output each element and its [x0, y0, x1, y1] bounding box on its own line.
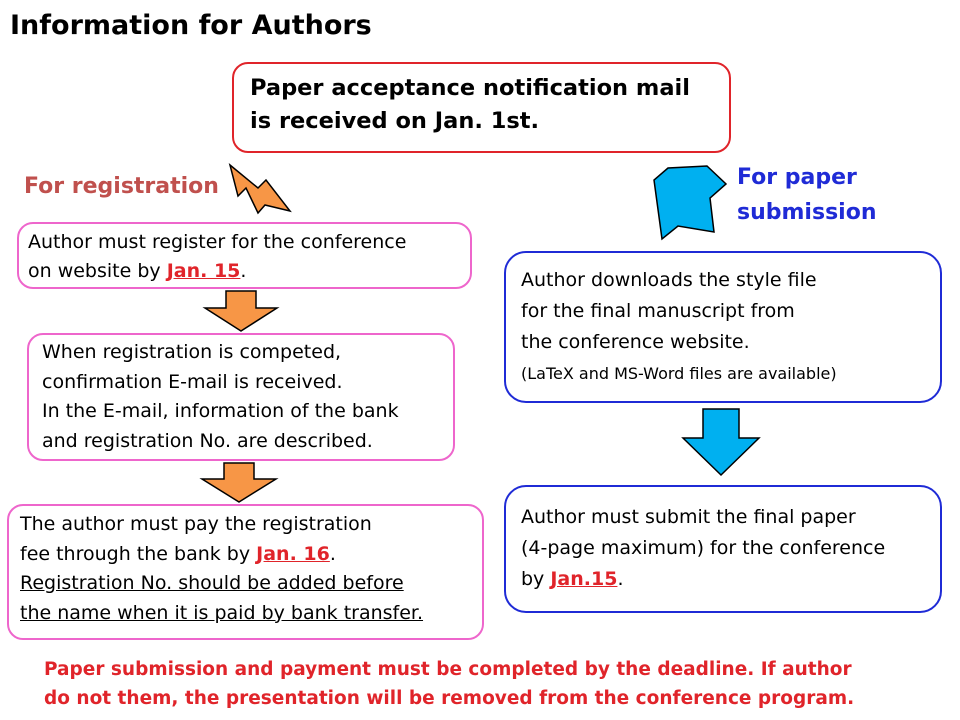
acceptance-line-2: is received on Jan. 1st. [250, 108, 540, 134]
sub-step2-line-1: Author must submit the final paper [521, 506, 856, 528]
page-title: Information for Authors [10, 10, 372, 41]
reg-step2-line-2: confirmation E-mail is received. [42, 370, 343, 393]
sub-step1-line-1: Author downloads the style file [521, 269, 817, 291]
reg-deadline-1: Jan. 15 [166, 260, 241, 282]
reg-step3-text: fee through the bank by [20, 542, 257, 565]
sub-step2-text: by [521, 568, 551, 590]
warning-line-2: do not them, the presentation will be removed from the conference program. [44, 688, 855, 709]
reg-step3-line-4: the name when it is paid by bank transfer. [20, 601, 424, 624]
deadline-warning [44, 655, 854, 713]
reg-step1-text: on website by [28, 260, 167, 282]
reg-step2-line-3: In the E-mail, information of the bank [42, 400, 399, 422]
reg-step3-line-1: The author must pay the registration [20, 513, 372, 535]
submission-step-2 [504, 485, 942, 613]
registration-heading: For registration [24, 174, 219, 199]
reg-step1-line-1: Author must register for the conference [28, 231, 407, 253]
reg-step3-period: . [329, 542, 336, 565]
sub-deadline: Jan.15 [550, 568, 618, 590]
sub-step2-line-3 [521, 564, 940, 595]
sub-step1-line-3: the conference website. [521, 331, 750, 353]
reg-step2-line-4: and registration No. are described. [42, 429, 373, 452]
warning-line-1: Paper submission and payment must be completed by the deadline. If author [44, 659, 852, 680]
sub-step1-line-2: for the final manuscript from [521, 300, 795, 322]
acceptance-line-1: Paper acceptance notification mail [250, 75, 690, 101]
sub-step1-note: (LaTeX and MS-Word files are available) [521, 364, 837, 383]
reg-step2-line-1: When registration is competed, [42, 341, 342, 363]
reg-deadline-2: Jan. 16 [256, 542, 330, 565]
submission-heading-line-1: For paper [737, 165, 857, 190]
reg-step3-line-3: Registration No. should be added before [20, 572, 404, 594]
sub-step2-period: . [617, 568, 624, 590]
sub-step2-line-2: (4-page maximum) for the conference [521, 537, 886, 559]
submission-heading-line-2: submission [737, 200, 877, 225]
reg-step1-period: . [240, 260, 247, 282]
